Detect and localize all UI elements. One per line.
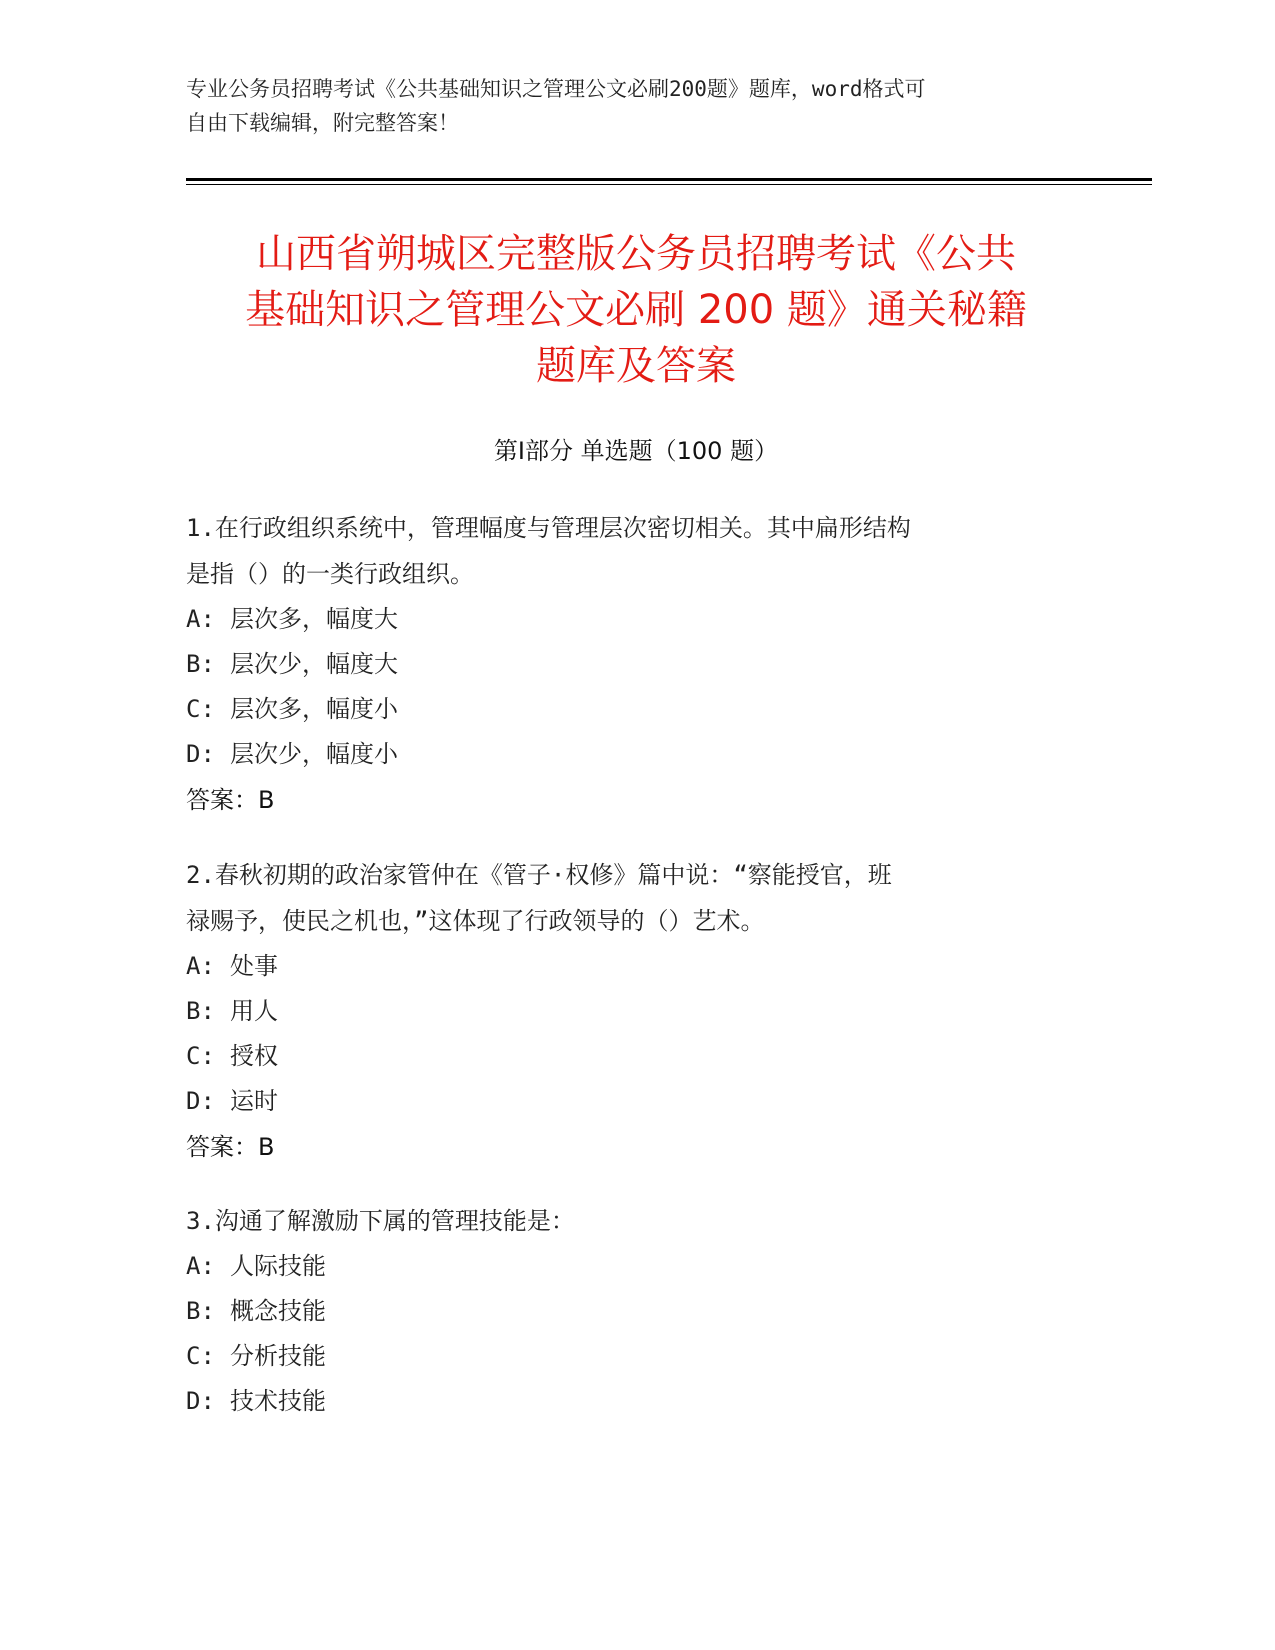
answer-line: 答案：B: [186, 1133, 275, 1161]
option-letter: B:: [186, 1297, 215, 1325]
question-1: [186, 505, 1086, 823]
option-b: [186, 989, 1086, 1034]
option-c: [186, 1334, 1086, 1379]
question-2: [186, 852, 1086, 1170]
option-text: 处事: [230, 952, 278, 980]
question-stem-line: 2.春秋初期的政治家管仲在《管子·权修》篇中说：“察能授官，班: [186, 861, 892, 889]
option-text: 授权: [230, 1042, 278, 1070]
header-divider-thick: [186, 178, 1152, 181]
option-text: 层次多，幅度大: [230, 605, 398, 633]
document-title-line-1: 山西省朔城区完整版公务员招聘考试《公共: [256, 231, 1016, 277]
question-stem-line: 3.沟通了解激励下属的管理技能是：: [186, 1207, 575, 1235]
question-stem: [186, 505, 1086, 597]
option-letter: D:: [186, 740, 215, 768]
option-a: [186, 944, 1086, 989]
header-divider-thin: [186, 184, 1152, 185]
option-letter: A:: [186, 1252, 215, 1280]
option-letter: A:: [186, 605, 215, 633]
option-text: 技术技能: [230, 1387, 326, 1415]
answer-line: 答案：B: [186, 786, 275, 814]
option-d: [186, 1079, 1086, 1124]
option-letter: A:: [186, 952, 215, 980]
option-text: 分析技能: [230, 1342, 326, 1370]
option-letter: C:: [186, 695, 215, 723]
question-stem-line: 是指（）的一类行政组织。: [186, 560, 474, 588]
question-stem: [186, 852, 1086, 944]
option-text: 用人: [230, 997, 278, 1025]
header-note: [186, 72, 1066, 140]
option-a: [186, 597, 1086, 642]
option-c: [186, 1034, 1086, 1079]
option-c: [186, 687, 1086, 732]
document-title-line-2: 基础知识之管理公文必刷 200 题》通关秘籍: [245, 287, 1027, 333]
option-b: [186, 1289, 1086, 1334]
option-text: 层次少，幅度大: [230, 650, 398, 678]
question-stem-line: 禄赐予，使民之机也，”这体现了行政领导的（）艺术。: [186, 907, 765, 935]
option-letter: C:: [186, 1342, 215, 1370]
option-text: 运时: [230, 1087, 278, 1115]
document-title-line-3: 题库及答案: [536, 343, 736, 389]
question-3: [186, 1198, 1086, 1424]
question-stem-line: 1.在行政组织系统中，管理幅度与管理层次密切相关。其中扁形结构: [186, 514, 911, 542]
option-letter: B:: [186, 997, 215, 1025]
option-text: 人际技能: [230, 1252, 326, 1280]
question-stem: [186, 1198, 1086, 1244]
option-d: [186, 1379, 1086, 1424]
option-d: [186, 732, 1086, 777]
option-letter: D:: [186, 1387, 215, 1415]
header-note-line-1: 专业公务员招聘考试《公共基础知识之管理公文必刷200题》题库，word格式可: [186, 77, 926, 101]
document-title: [186, 226, 1086, 394]
option-letter: C:: [186, 1042, 215, 1070]
option-text: 概念技能: [230, 1297, 326, 1325]
section-heading: 第Ⅰ部分 单选题（100 题）: [493, 437, 779, 465]
option-b: [186, 642, 1086, 687]
option-a: [186, 1244, 1086, 1289]
option-letter: D:: [186, 1087, 215, 1115]
option-text: 层次少，幅度小: [230, 740, 398, 768]
option-letter: B:: [186, 650, 215, 678]
option-text: 层次多，幅度小: [230, 695, 398, 723]
header-note-line-2: 自由下载编辑，附完整答案！: [186, 111, 459, 135]
